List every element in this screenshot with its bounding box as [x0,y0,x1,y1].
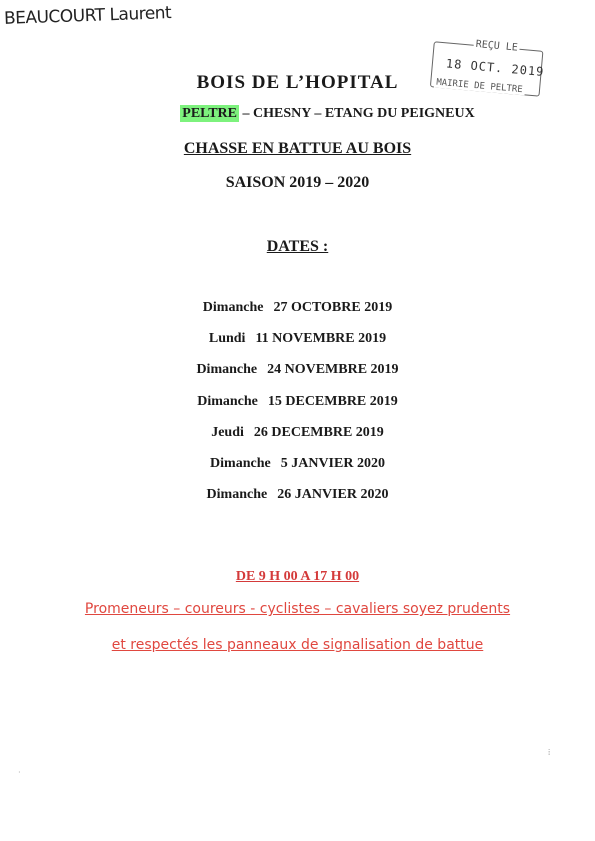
date-row [0,331,595,347]
document-title: BOIS DE L’HOPITAL [196,72,399,93]
date-value: 5 JANVIER 2020 [280,456,385,471]
location-rest: – CHESNY – ETANG DU PEIGNEUX [239,106,475,121]
date-value: 15 DECEMBRE 2019 [267,394,398,409]
date-value: 26 DECEMBRE 2019 [253,425,384,440]
date-day: Lundi [208,331,246,346]
date-row [0,487,595,503]
date-value: 11 NOVEMBRE 2019 [255,331,387,346]
date-row [0,456,595,472]
notice-line-1: Promeneurs – coureurs - cyclistes – cavaliers soyez prudents [84,601,511,617]
date-value: 26 JANVIER 2020 [277,487,389,502]
date-value: 27 OCTOBRE 2019 [273,300,393,315]
stamp-bottom-text: MAIRIE DE PELTRE [435,77,524,96]
date-row [0,362,595,378]
hunt-heading: CHASSE EN BATTUE AU BOIS [183,140,412,157]
date-value: 24 NOVEMBRE 2019 [267,362,399,377]
stamp-date: 18 OCT. 2019 [445,56,545,79]
date-row [0,300,595,316]
date-row [0,394,595,410]
date-day: Dimanche [197,394,258,409]
notice-line-2: et respectés les panneaux de signalisation de battue [111,637,484,653]
hours-line: DE 9 H 00 A 17 H 00 [235,569,360,584]
date-day: Dimanche [202,300,264,315]
date-row [0,425,595,441]
location-line [30,106,595,122]
season-heading: SAISON 2019 – 2020 [225,174,370,191]
dates-label: DATES : [266,238,329,255]
scan-mark: · [18,768,21,777]
stamp-top-text: REÇU LE [475,38,519,54]
handwritten-name: BEAUCOURT Laurent [3,3,172,29]
scan-mark: ⁞ [548,748,551,757]
location-highlighted: PELTRE [182,106,238,121]
date-day: Dimanche [206,487,268,502]
date-day: Dimanche [210,456,271,471]
date-day: Dimanche [196,362,258,377]
date-day: Jeudi [211,425,244,440]
